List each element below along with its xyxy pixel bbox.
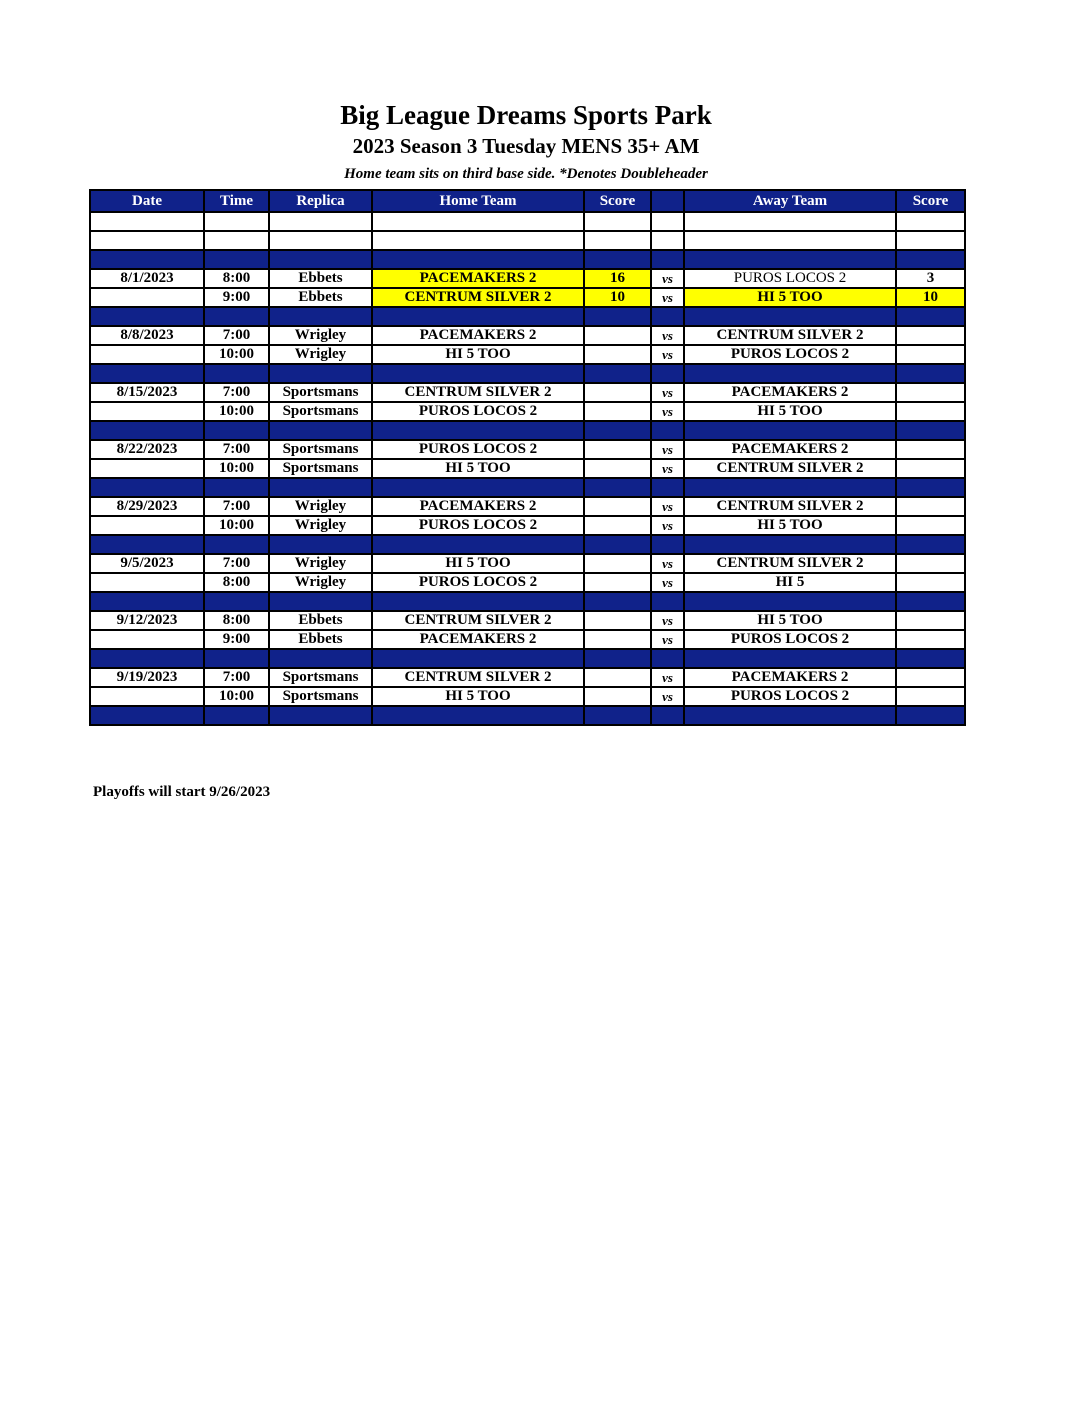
home-team-cell: HI 5 TOO xyxy=(372,687,584,706)
col-date: Date xyxy=(90,190,204,212)
empty-cell xyxy=(269,478,372,497)
home-team-cell: PACEMAKERS 2 xyxy=(372,326,584,345)
replica-cell: Wrigley xyxy=(269,326,372,345)
vs-cell: vs xyxy=(651,402,684,421)
home-team-cell: PUROS LOCOS 2 xyxy=(372,440,584,459)
replica-cell: Sportsmans xyxy=(269,383,372,402)
home-score-cell xyxy=(584,668,651,687)
empty-cell xyxy=(584,535,651,554)
home-team-cell: HI 5 TOO xyxy=(372,459,584,478)
home-team-cell: PUROS LOCOS 2 xyxy=(372,573,584,592)
empty-cell xyxy=(896,478,965,497)
empty-cell xyxy=(896,307,965,326)
blank-row xyxy=(90,212,965,231)
date-cell: 9/12/2023 xyxy=(90,611,204,630)
home-score-cell xyxy=(584,440,651,459)
empty-cell xyxy=(584,706,651,725)
empty-cell xyxy=(372,231,584,250)
empty-cell xyxy=(204,250,269,269)
home-team-cell: CENTRUM SILVER 2 xyxy=(372,611,584,630)
vs-cell: vs xyxy=(651,611,684,630)
away-score-cell xyxy=(896,326,965,345)
date-cell xyxy=(90,516,204,535)
empty-cell xyxy=(204,364,269,383)
empty-cell xyxy=(204,592,269,611)
date-cell xyxy=(90,630,204,649)
away-score-cell xyxy=(896,630,965,649)
separator-row xyxy=(90,535,965,554)
empty-cell xyxy=(372,706,584,725)
date-cell: 9/5/2023 xyxy=(90,554,204,573)
away-team-cell: PACEMAKERS 2 xyxy=(684,440,896,459)
game-row xyxy=(90,630,965,649)
home-score-cell xyxy=(584,554,651,573)
empty-cell xyxy=(896,649,965,668)
col-away-team: Away Team xyxy=(684,190,896,212)
empty-cell xyxy=(896,706,965,725)
empty-cell xyxy=(269,535,372,554)
empty-cell xyxy=(372,212,584,231)
replica-cell: Ebbets xyxy=(269,611,372,630)
time-cell: 10:00 xyxy=(204,516,269,535)
empty-cell xyxy=(204,535,269,554)
home-score-cell xyxy=(584,516,651,535)
home-score-cell xyxy=(584,630,651,649)
vs-cell: vs xyxy=(651,288,684,307)
schedule-table xyxy=(89,189,966,726)
empty-cell xyxy=(584,592,651,611)
empty-cell xyxy=(372,421,584,440)
schedule-note: Home team sits on third base side. *Denotes Doubleheader xyxy=(344,166,708,182)
time-cell: 7:00 xyxy=(204,668,269,687)
away-team-cell: HI 5 TOO xyxy=(684,611,896,630)
home-team-cell: PUROS LOCOS 2 xyxy=(372,402,584,421)
date-cell xyxy=(90,345,204,364)
time-cell: 8:00 xyxy=(204,611,269,630)
vs-cell: vs xyxy=(651,516,684,535)
away-score-cell: 3 xyxy=(896,269,965,288)
away-team-cell: PACEMAKERS 2 xyxy=(684,383,896,402)
empty-cell xyxy=(684,706,896,725)
separator-row xyxy=(90,592,965,611)
empty-cell xyxy=(372,364,584,383)
empty-cell xyxy=(896,592,965,611)
empty-cell xyxy=(269,231,372,250)
home-team-cell: PACEMAKERS 2 xyxy=(372,630,584,649)
col-time: Time xyxy=(204,190,269,212)
col-home-score: Score xyxy=(584,190,651,212)
time-cell: 10:00 xyxy=(204,459,269,478)
empty-cell xyxy=(204,421,269,440)
col-away-score: Score xyxy=(896,190,965,212)
separator-row xyxy=(90,478,965,497)
date-cell xyxy=(90,459,204,478)
away-score-cell xyxy=(896,516,965,535)
separator-row xyxy=(90,421,965,440)
empty-cell xyxy=(269,212,372,231)
separator-row xyxy=(90,250,965,269)
time-cell: 7:00 xyxy=(204,326,269,345)
vs-cell: vs xyxy=(651,497,684,516)
empty-cell xyxy=(90,364,204,383)
vs-cell: vs xyxy=(651,630,684,649)
game-row xyxy=(90,516,965,535)
away-team-cell: HI 5 TOO xyxy=(684,288,896,307)
replica-cell: Sportsmans xyxy=(269,687,372,706)
away-team-cell: PUROS LOCOS 2 xyxy=(684,687,896,706)
empty-cell xyxy=(372,592,584,611)
empty-cell xyxy=(90,535,204,554)
away-team-cell: HI 5 TOO xyxy=(684,516,896,535)
time-cell: 7:00 xyxy=(204,440,269,459)
time-cell: 7:00 xyxy=(204,497,269,516)
replica-cell: Ebbets xyxy=(269,630,372,649)
game-row xyxy=(90,554,965,573)
game-row xyxy=(90,573,965,592)
vs-cell: vs xyxy=(651,269,684,288)
playoffs-note: Playoffs will start 9/26/2023 xyxy=(93,784,271,800)
empty-cell xyxy=(651,421,684,440)
empty-cell xyxy=(684,535,896,554)
replica-cell: Wrigley xyxy=(269,497,372,516)
empty-cell xyxy=(684,307,896,326)
time-cell: 10:00 xyxy=(204,402,269,421)
vs-cell: vs xyxy=(651,687,684,706)
empty-cell xyxy=(269,592,372,611)
date-cell: 8/22/2023 xyxy=(90,440,204,459)
home-score-cell xyxy=(584,611,651,630)
empty-cell xyxy=(684,478,896,497)
date-cell xyxy=(90,573,204,592)
separator-row xyxy=(90,649,965,668)
empty-cell xyxy=(204,478,269,497)
separator-row xyxy=(90,706,965,725)
replica-cell: Wrigley xyxy=(269,554,372,573)
empty-cell xyxy=(684,250,896,269)
empty-cell xyxy=(372,535,584,554)
date-cell: 9/19/2023 xyxy=(90,668,204,687)
away-team-cell: CENTRUM SILVER 2 xyxy=(684,497,896,516)
date-cell: 8/1/2023 xyxy=(90,269,204,288)
date-cell: 8/29/2023 xyxy=(90,497,204,516)
empty-cell xyxy=(651,592,684,611)
away-score-cell xyxy=(896,440,965,459)
game-row xyxy=(90,383,965,402)
vs-cell: vs xyxy=(651,668,684,687)
empty-cell xyxy=(269,307,372,326)
empty-cell xyxy=(90,649,204,668)
away-team-cell: HI 5 xyxy=(684,573,896,592)
empty-cell xyxy=(90,421,204,440)
empty-cell xyxy=(651,250,684,269)
home-score-cell xyxy=(584,383,651,402)
vs-cell: vs xyxy=(651,459,684,478)
home-team-cell: CENTRUM SILVER 2 xyxy=(372,383,584,402)
replica-cell: Wrigley xyxy=(269,345,372,364)
away-team-cell: PUROS LOCOS 2 xyxy=(684,269,896,288)
game-row xyxy=(90,440,965,459)
date-cell: 8/8/2023 xyxy=(90,326,204,345)
empty-cell xyxy=(651,535,684,554)
empty-cell xyxy=(651,706,684,725)
away-team-cell: CENTRUM SILVER 2 xyxy=(684,326,896,345)
empty-cell xyxy=(684,364,896,383)
empty-cell xyxy=(90,212,204,231)
away-score-cell xyxy=(896,573,965,592)
empty-cell xyxy=(651,307,684,326)
empty-cell xyxy=(651,649,684,668)
away-score-cell xyxy=(896,554,965,573)
date-cell xyxy=(90,687,204,706)
away-score-cell xyxy=(896,402,965,421)
empty-cell xyxy=(204,706,269,725)
home-score-cell xyxy=(584,687,651,706)
vs-cell: vs xyxy=(651,326,684,345)
time-cell: 7:00 xyxy=(204,554,269,573)
empty-cell xyxy=(204,649,269,668)
game-row xyxy=(90,402,965,421)
away-score-cell xyxy=(896,345,965,364)
away-team-cell: PUROS LOCOS 2 xyxy=(684,345,896,364)
empty-cell xyxy=(90,231,204,250)
empty-cell xyxy=(896,212,965,231)
empty-cell xyxy=(584,307,651,326)
empty-cell xyxy=(896,231,965,250)
date-cell: 8/15/2023 xyxy=(90,383,204,402)
empty-cell xyxy=(684,421,896,440)
empty-cell xyxy=(684,212,896,231)
empty-cell xyxy=(372,250,584,269)
replica-cell: Sportsmans xyxy=(269,402,372,421)
away-team-cell: CENTRUM SILVER 2 xyxy=(684,554,896,573)
game-row xyxy=(90,687,965,706)
away-team-cell: PUROS LOCOS 2 xyxy=(684,630,896,649)
header-row xyxy=(90,190,965,212)
empty-cell xyxy=(269,649,372,668)
empty-cell xyxy=(204,307,269,326)
empty-cell xyxy=(372,478,584,497)
home-team-cell: HI 5 TOO xyxy=(372,345,584,364)
game-row xyxy=(90,668,965,687)
replica-cell: Sportsmans xyxy=(269,459,372,478)
home-score-cell xyxy=(584,573,651,592)
replica-cell: Ebbets xyxy=(269,269,372,288)
vs-cell: vs xyxy=(651,573,684,592)
blank-row xyxy=(90,231,965,250)
home-team-cell: CENTRUM SILVER 2 xyxy=(372,288,584,307)
empty-cell xyxy=(896,364,965,383)
time-cell: 10:00 xyxy=(204,345,269,364)
away-score-cell xyxy=(896,611,965,630)
empty-cell xyxy=(90,250,204,269)
empty-cell xyxy=(651,212,684,231)
away-score-cell xyxy=(896,668,965,687)
home-team-cell: CENTRUM SILVER 2 xyxy=(372,668,584,687)
time-cell: 8:00 xyxy=(204,269,269,288)
away-team-cell: PACEMAKERS 2 xyxy=(684,668,896,687)
separator-row xyxy=(90,307,965,326)
empty-cell xyxy=(372,307,584,326)
replica-cell: Wrigley xyxy=(269,516,372,535)
empty-cell xyxy=(269,706,372,725)
col-vs xyxy=(651,190,684,212)
home-team-cell: PACEMAKERS 2 xyxy=(372,497,584,516)
replica-cell: Sportsmans xyxy=(269,440,372,459)
home-score-cell xyxy=(584,402,651,421)
away-team-cell: CENTRUM SILVER 2 xyxy=(684,459,896,478)
page-subtitle: 2023 Season 3 Tuesday MENS 35+ AM xyxy=(352,134,700,158)
empty-cell xyxy=(684,231,896,250)
replica-cell: Sportsmans xyxy=(269,668,372,687)
empty-cell xyxy=(584,212,651,231)
vs-cell: vs xyxy=(651,383,684,402)
game-row xyxy=(90,611,965,630)
empty-cell xyxy=(651,478,684,497)
page-title: Big League Dreams Sports Park xyxy=(340,100,712,130)
game-row xyxy=(90,326,965,345)
empty-cell xyxy=(584,478,651,497)
date-cell xyxy=(90,288,204,307)
empty-cell xyxy=(651,231,684,250)
home-score-cell xyxy=(584,459,651,478)
home-team-cell: PACEMAKERS 2 xyxy=(372,269,584,288)
away-score-cell xyxy=(896,687,965,706)
away-score-cell xyxy=(896,383,965,402)
empty-cell xyxy=(204,212,269,231)
home-score-cell xyxy=(584,345,651,364)
away-score-cell xyxy=(896,459,965,478)
time-cell: 8:00 xyxy=(204,573,269,592)
empty-cell xyxy=(269,364,372,383)
vs-cell: vs xyxy=(651,440,684,459)
empty-cell xyxy=(90,307,204,326)
separator-row xyxy=(90,364,965,383)
empty-cell xyxy=(896,535,965,554)
time-cell: 7:00 xyxy=(204,383,269,402)
home-score-cell xyxy=(584,326,651,345)
empty-cell xyxy=(684,592,896,611)
vs-cell: vs xyxy=(651,345,684,364)
away-team-cell: HI 5 TOO xyxy=(684,402,896,421)
replica-cell: Wrigley xyxy=(269,573,372,592)
empty-cell xyxy=(684,649,896,668)
game-row xyxy=(90,459,965,478)
empty-cell xyxy=(90,592,204,611)
away-score-cell xyxy=(896,497,965,516)
schedule-body xyxy=(90,212,965,725)
home-score-cell xyxy=(584,497,651,516)
time-cell: 9:00 xyxy=(204,288,269,307)
home-score-cell: 10 xyxy=(584,288,651,307)
vs-cell: vs xyxy=(651,554,684,573)
empty-cell xyxy=(90,478,204,497)
time-cell: 10:00 xyxy=(204,687,269,706)
time-cell: 9:00 xyxy=(204,630,269,649)
empty-cell xyxy=(269,250,372,269)
col-replica: Replica xyxy=(269,190,372,212)
game-row xyxy=(90,269,965,288)
empty-cell xyxy=(896,250,965,269)
empty-cell xyxy=(896,421,965,440)
empty-cell xyxy=(584,421,651,440)
empty-cell xyxy=(90,706,204,725)
empty-cell xyxy=(651,364,684,383)
home-team-cell: HI 5 TOO xyxy=(372,554,584,573)
game-row xyxy=(90,345,965,364)
date-cell xyxy=(90,402,204,421)
home-team-cell: PUROS LOCOS 2 xyxy=(372,516,584,535)
replica-cell: Ebbets xyxy=(269,288,372,307)
game-row xyxy=(90,288,965,307)
empty-cell xyxy=(204,231,269,250)
col-home-team: Home Team xyxy=(372,190,584,212)
game-row xyxy=(90,497,965,516)
empty-cell xyxy=(584,649,651,668)
empty-cell xyxy=(584,364,651,383)
empty-cell xyxy=(584,250,651,269)
empty-cell xyxy=(372,649,584,668)
away-score-cell: 10 xyxy=(896,288,965,307)
home-score-cell: 16 xyxy=(584,269,651,288)
empty-cell xyxy=(584,231,651,250)
empty-cell xyxy=(269,421,372,440)
